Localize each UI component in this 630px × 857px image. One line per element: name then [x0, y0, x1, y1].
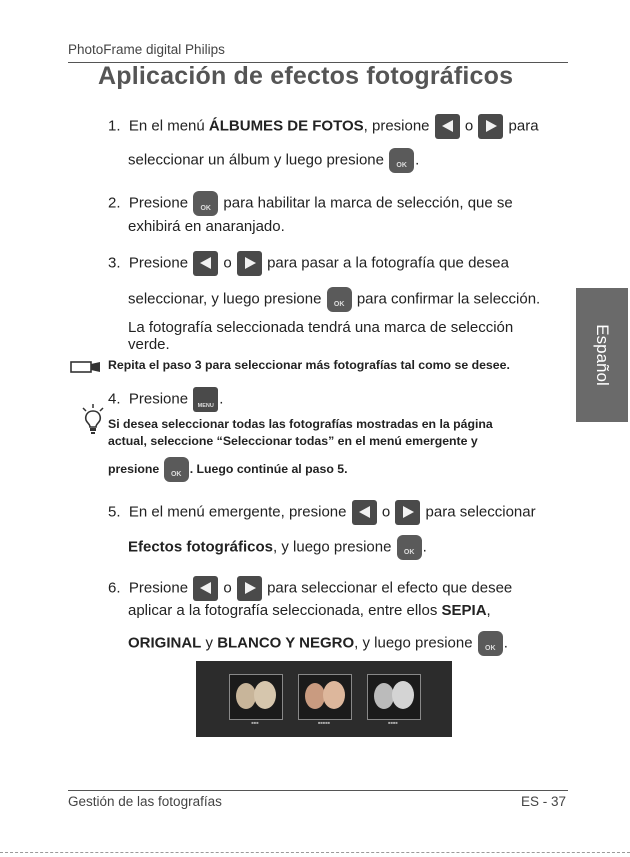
- step-5-line-1: 5. En el menú emergente, presione o para seleccionar: [108, 500, 536, 525]
- step-4-line: 4. Presione MENU .: [108, 387, 223, 412]
- language-tab: [576, 288, 628, 422]
- right-arrow-key-icon: [237, 576, 262, 601]
- ok-key-icon: [164, 457, 189, 482]
- step-1-line-1: 1. En el menú ÁLBUMES DE FOTOS, presione o para: [108, 114, 539, 139]
- footer-rule: [68, 790, 568, 791]
- right-arrow-key-icon: [395, 500, 420, 525]
- ok-key-icon: [327, 287, 352, 312]
- thumbnail-caption: ■■■: [251, 720, 259, 725]
- step-5-line-2: Efectos fotográficos, y luego presione OK .: [128, 535, 427, 560]
- step-3-line-3: La fotografía seleccionada tendrá una marca de selección: [128, 319, 514, 336]
- tip-line-2: actual, seleccione “Seleccionar todas” en el menú emergente y: [108, 434, 478, 448]
- tip-line-3: presione OK . Luego continúe al paso 5.: [108, 457, 348, 482]
- thumbnail-caption: ■■■■: [388, 720, 398, 725]
- lightbulb-icon: [80, 403, 106, 437]
- step-3-line-1: 3. Presione o para pasar a la fotografía que desea: [108, 251, 509, 276]
- page-number: ES - 37: [520, 794, 566, 809]
- right-arrow-key-icon: [237, 251, 262, 276]
- effects-preview-image: [196, 661, 452, 737]
- step-6-line-3: ORIGINAL y BLANCO Y NEGRO, y luego presione OK .: [128, 631, 508, 656]
- header-title: PhotoFrame digital Philips: [68, 42, 225, 57]
- right-arrow-key-icon: [478, 114, 503, 139]
- step-2-line-1: 2. Presione OK para habilitar la marca de selección, que se: [108, 191, 513, 216]
- menu-key-icon: [193, 387, 218, 412]
- step-2-line-2: exhibirá en anaranjado.: [128, 218, 285, 235]
- page-edge-divider: [0, 852, 630, 853]
- step-1-line-2: seleccionar un álbum y luego presione OK .: [128, 148, 419, 173]
- page-title: Aplicación de efectos fotográficos: [98, 62, 514, 90]
- step-6-line-1: 6. Presione o para seleccionar el efecto que desee: [108, 576, 512, 601]
- ok-key-icon: [397, 535, 422, 560]
- step-6-line-2: aplicar a la fotografía seleccionada, entre ellos SEPIA,: [128, 602, 491, 619]
- left-arrow-key-icon: [435, 114, 460, 139]
- footer-section: Gestión de las fotografías: [68, 794, 222, 809]
- thumbnail-sepia: [229, 674, 283, 720]
- note-text: Repita el paso 3 para seleccionar más fotografías tal como se desee.: [108, 358, 510, 372]
- step-3-line-4: verde.: [128, 336, 170, 353]
- note-icon: [70, 360, 102, 372]
- left-arrow-key-icon: [193, 251, 218, 276]
- ok-key-icon: [389, 148, 414, 173]
- left-arrow-key-icon: [352, 500, 377, 525]
- language-tab-label: Español: [593, 324, 612, 386]
- left-arrow-key-icon: [193, 576, 218, 601]
- ok-key-icon: [478, 631, 503, 656]
- thumbnail-black-white: [367, 674, 421, 720]
- thumbnail-original: [298, 674, 352, 720]
- ok-key-icon: [193, 191, 218, 216]
- tip-line-1: Si desea seleccionar todas las fotografías mostradas en la página: [108, 417, 493, 431]
- step-3-line-2: seleccionar, y luego presione OK para confirmar la selección.: [128, 287, 540, 312]
- thumbnail-caption: ■■■■■: [317, 720, 331, 725]
